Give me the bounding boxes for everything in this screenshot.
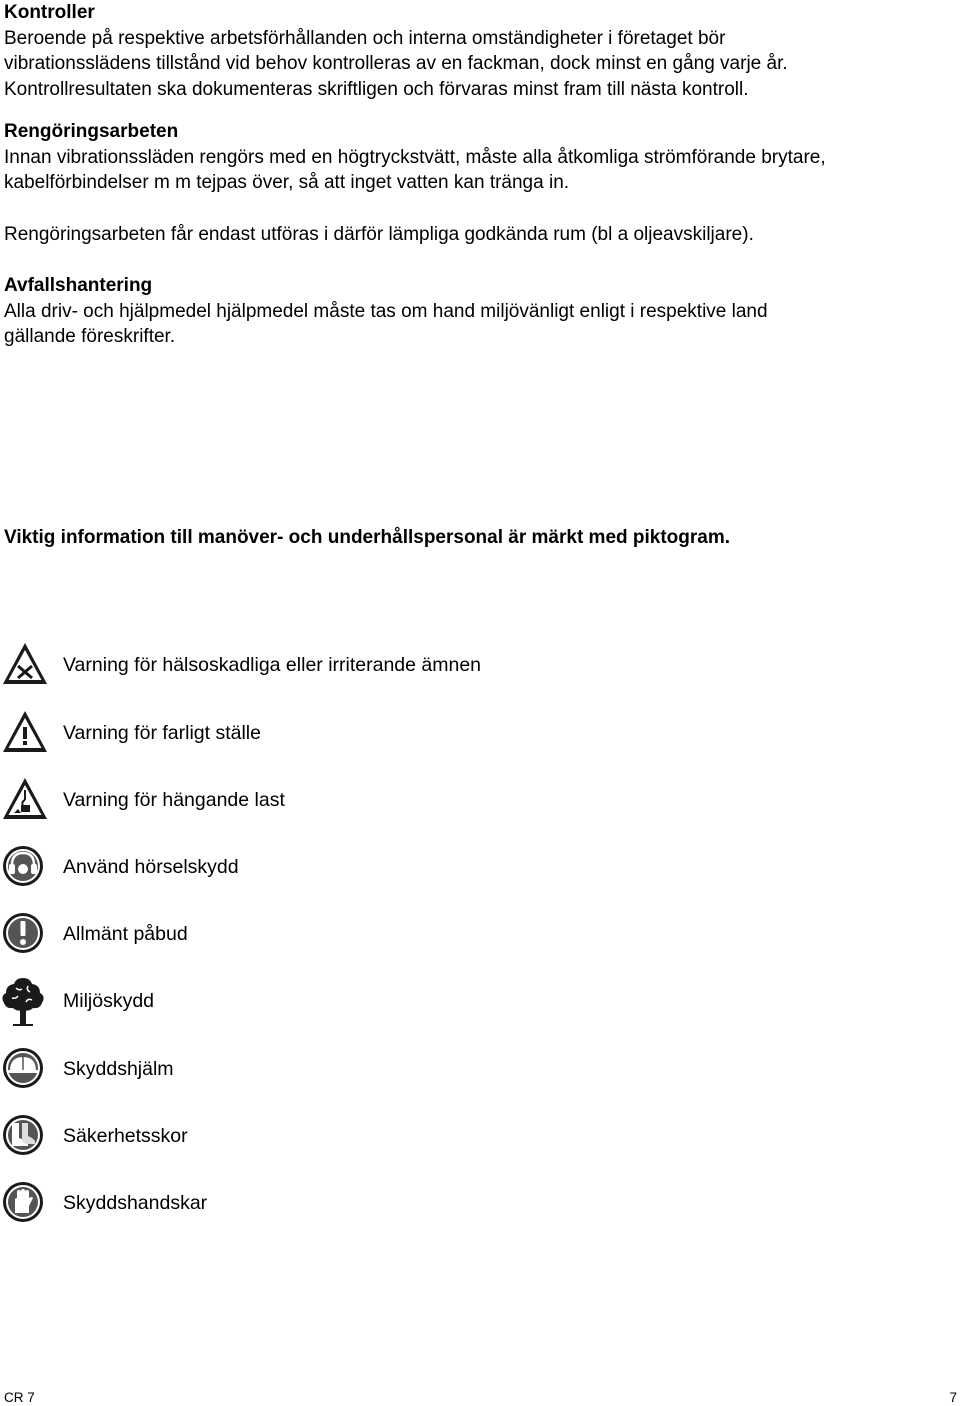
pictogram-intro-note: Viktig information till manöver- och underhållspersonal är märkt med piktogram. bbox=[4, 527, 731, 548]
pictogram-label: Miljöskydd bbox=[63, 990, 155, 1012]
pictogram-row bbox=[2, 1112, 902, 1160]
pictogram-label: Allmänt påbud bbox=[63, 923, 188, 945]
section-heading: Kontroller bbox=[4, 2, 95, 23]
general-mandatory-icon bbox=[2, 910, 48, 956]
pictogram-label: Säkerhetsskor bbox=[63, 1125, 188, 1147]
paragraph-line: vibrationsslädens tillstånd vid behov kontrolleras av en fackman, dock minst en gång varje år. bbox=[4, 53, 788, 74]
section-heading: Avfallshantering bbox=[4, 275, 153, 296]
safety-helmet-icon bbox=[2, 1045, 48, 1091]
pictogram-row bbox=[2, 1045, 902, 1093]
pictogram-row bbox=[2, 910, 902, 958]
footer-document-code: CR 7 bbox=[4, 1390, 35, 1405]
pictogram-row bbox=[2, 974, 902, 1028]
paragraph-line: gällande föreskrifter. bbox=[4, 326, 176, 347]
suspended-load-warning-icon bbox=[2, 776, 48, 822]
section-avfallshantering bbox=[4, 273, 949, 350]
footer-page-number: 7 bbox=[949, 1390, 957, 1405]
paragraph-line: Innan vibrationssläden rengörs med en högtryckstvätt, måste alla åtkomliga strömförande brytare, bbox=[4, 146, 826, 168]
safety-gloves-icon bbox=[2, 1179, 48, 1225]
pictogram-label: Varning för hälsoskadliga eller irriterande ämnen bbox=[63, 654, 482, 676]
pictogram-row bbox=[2, 843, 902, 891]
paragraph-line: Beroende på respektive arbetsförhållanden och interna omständigheter i företaget bör bbox=[4, 27, 726, 49]
section-rengoringsarbeten bbox=[4, 119, 949, 196]
paragraph-line: kabelförbindelser m m tejpas över, så att inget vatten kan tränga in. bbox=[4, 172, 570, 193]
pictogram-label: Använd hörselskydd bbox=[63, 856, 239, 878]
ear-protection-icon bbox=[2, 843, 48, 889]
paragraph-line: Kontrollresultaten ska dokumenteras skriftligen och förvaras minst fram till nästa kontroll. bbox=[4, 78, 749, 100]
pictogram-label: Varning för farligt ställe bbox=[63, 722, 261, 744]
harmful-substance-warning-icon bbox=[2, 641, 48, 687]
paragraph-line: Rengöringsarbeten får endast utföras i därför lämpliga godkända rum (bl a oljeavskiljare). bbox=[4, 224, 754, 245]
pictogram-row bbox=[2, 1179, 902, 1227]
paragraph-rengoring-extra bbox=[4, 222, 949, 248]
pictogram-label: Varning för hängande last bbox=[63, 789, 285, 811]
pictogram-label: Skyddshandskar bbox=[63, 1192, 208, 1214]
pictogram-row bbox=[2, 709, 902, 757]
pictogram-row bbox=[2, 641, 902, 689]
danger-warning-icon bbox=[2, 709, 48, 755]
pictogram-row bbox=[2, 776, 902, 824]
section-kontroller bbox=[4, 0, 949, 102]
pictogram-label: Skyddshjälm bbox=[63, 1058, 174, 1080]
safety-boots-icon bbox=[2, 1112, 48, 1158]
paragraph-line: Alla driv- och hjälpmedel hjälpmedel måste tas om hand miljövänligt enligt i respektive land bbox=[4, 300, 768, 322]
section-heading: Rengöringsarbeten bbox=[4, 121, 179, 142]
environment-tree-icon bbox=[2, 974, 48, 1028]
